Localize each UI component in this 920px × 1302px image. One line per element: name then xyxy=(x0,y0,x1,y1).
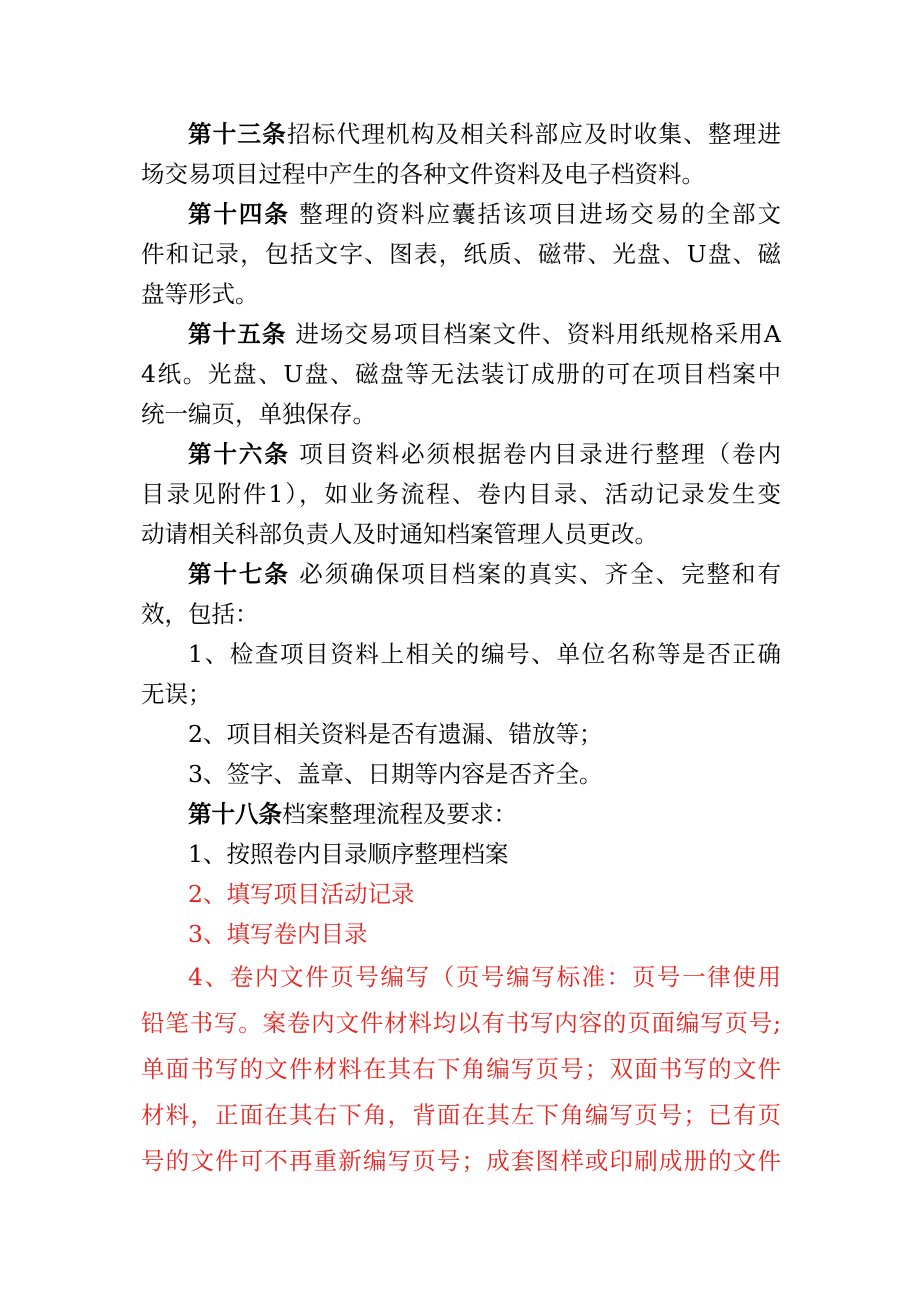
article-17-line-2: 效，包括： xyxy=(141,600,259,628)
article-18-item-1: 1、按照卷内目录顺序整理档案 xyxy=(188,840,509,868)
article-17-heading: 第十七条 xyxy=(188,560,290,588)
article-15-line-3: 统一编页，单独保存。 xyxy=(141,400,376,428)
article-17-item-1-line-2: 无误； xyxy=(141,680,212,708)
article-15-text: 进场交易项目档案文件、资料用纸规格采用A xyxy=(286,320,782,348)
article-13-text: 招标代理机构及相关科部应及时收集、整理进 xyxy=(287,120,782,148)
article-17-item-2: 2、项目相关资料是否有遗漏、错放等； xyxy=(188,720,603,748)
article-18-item-4-line-3: 单面书写的文件材料在其右下角编写页号；双面书写的文件 xyxy=(141,1055,781,1083)
article-15-heading: 第十五条 xyxy=(188,320,287,348)
article-18-line-1 xyxy=(188,799,781,829)
article-18-item-4-line-2: 铅笔书写。案卷内文件材料均以有书写内容的页面编写页号; xyxy=(141,1009,781,1037)
article-18-item-2: 2、填写项目活动记录 xyxy=(188,880,415,908)
article-15-line-2: 4纸。光盘、U盘、磁盘等无法装订成册的可在项目档案中 xyxy=(141,360,781,388)
article-13-line-1 xyxy=(188,119,781,149)
article-16-heading: 第十六条 xyxy=(188,440,290,468)
article-15-line-1 xyxy=(188,319,781,349)
article-18-text: 档案整理流程及要求： xyxy=(282,800,517,828)
article-17-text: 必须确保项目档案的真实、齐全、完整和有 xyxy=(289,560,781,588)
article-18-item-4-line-4: 材料，正面在其右下角，背面在其左下角编写页号；已有页 xyxy=(141,1101,781,1129)
article-16-line-2: 目录见附件1），如业务流程、卷内目录、活动记录发生变 xyxy=(141,480,781,508)
article-18-heading: 第十八条 xyxy=(188,800,282,828)
article-16-text: 项目资料必须根据卷内目录进行整理（卷内 xyxy=(289,440,781,468)
article-18-item-4-line-1: 4、卷内文件页号编写（页号编写标准：页号一律使用 xyxy=(188,963,781,991)
article-17-item-3: 3、签字、盖章、日期等内容是否齐全。 xyxy=(188,760,603,788)
article-17-item-1-line-1: 1、检查项目资料上相关的编号、单位名称等是否正确 xyxy=(188,640,781,668)
article-14-line-3: 盘等形式。 xyxy=(141,280,259,308)
article-18-item-4-line-5: 号的文件可不再重新编写页号；成套图样或印刷成册的文件 xyxy=(141,1147,781,1175)
article-14-line-1 xyxy=(188,199,781,229)
article-17-line-1 xyxy=(188,559,781,589)
article-13-heading: 第十三条 xyxy=(188,120,288,148)
article-16-line-1 xyxy=(188,439,781,469)
article-14-line-2: 件和记录，包括文字、图表，纸质、磁带、光盘、U盘、磁 xyxy=(141,240,781,268)
article-14-text: 整理的资料应囊括该项目进场交易的全部文 xyxy=(289,200,781,228)
article-18-item-3: 3、填写卷内目录 xyxy=(188,920,368,948)
article-16-line-3: 动请相关科部负责人及时通知档案管理人员更改。 xyxy=(141,520,658,548)
article-13-line-2: 场交易项目过程中产生的各种文件资料及电子档资料。 xyxy=(141,160,705,188)
article-14-heading: 第十四条 xyxy=(188,200,290,228)
